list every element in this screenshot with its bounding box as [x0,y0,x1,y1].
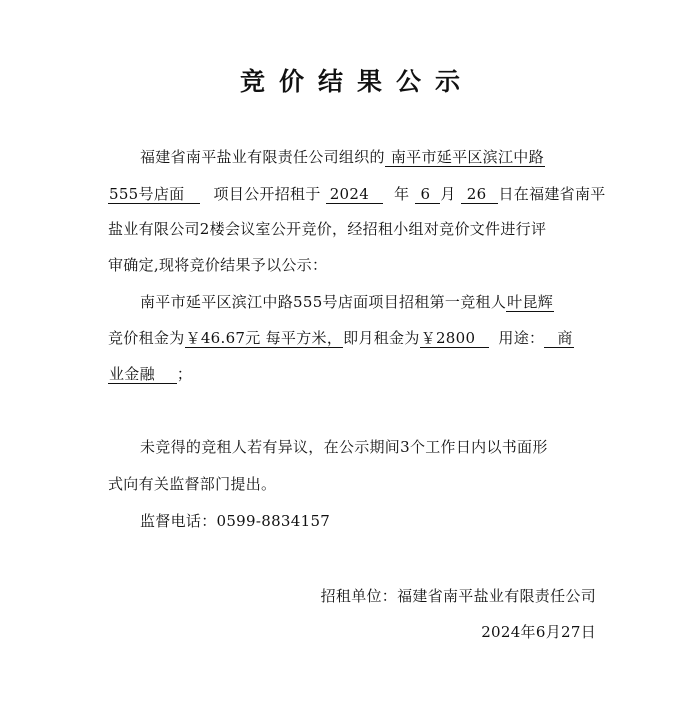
paragraph1-line2 [108,180,606,208]
usage-label: 用途： [498,329,545,347]
page-title: 竞价结果公示 [239,67,474,96]
paragraph1-line3: 盐业有限公司2楼会议室公开竞价，经招租小组对竞价文件进行评 [108,220,547,238]
rent-value: ￥46.67元 每平方米， [185,329,343,347]
rent-label: 竞价租金为 [108,329,185,347]
year-unit: 年 [394,185,410,203]
usage-value-part2: 业金融 [108,365,177,384]
month-value: 6 [415,185,441,204]
paragraph1-line4: 审确定,现将竞价结果予以公示： [108,256,328,274]
project-location-part1: 南平市延平区滨江中路 [385,148,544,166]
organizer-text: 福建省南平盐业有限责任公司组织的 [140,148,385,166]
paragraph3-line1: 未竞得的竞租人若有异议，在公示期间3个工作日内以书面形 [140,438,548,456]
paragraph1-line1 [140,143,545,171]
monthly-rent-label: 即月租金为 [343,329,420,347]
issue-date: 2024年6月27日 [481,623,596,641]
usage-end-mark: ； [176,365,193,383]
paragraph2-line3 [108,360,192,388]
paragraph2-line1 [140,288,554,316]
month-unit: 月 [440,185,456,203]
winner-name: 叶昆辉 [507,293,554,311]
day-value: 26 [461,185,499,204]
year-value: 2024 [326,185,383,204]
monthly-rent-value: ￥2800 [420,329,490,348]
day-tail-text: 日在福建省南平 [498,185,606,203]
paragraph2-line2 [108,324,574,352]
winner-intro-text: 南平市延平区滨江中路555号店面项目招租第一竞租人 [140,293,507,311]
project-text: 项目公开招租于 [213,185,321,203]
usage-value-part1: 商 [544,329,573,348]
issuing-unit: 招租单位：福建省南平盐业有限责任公司 [320,587,596,605]
paragraph3-line2: 式向有关监督部门提出。 [108,475,277,493]
project-location-part2: 555号店面 [108,185,200,204]
supervision-phone: 监督电话：0599-8834157 [140,512,331,530]
